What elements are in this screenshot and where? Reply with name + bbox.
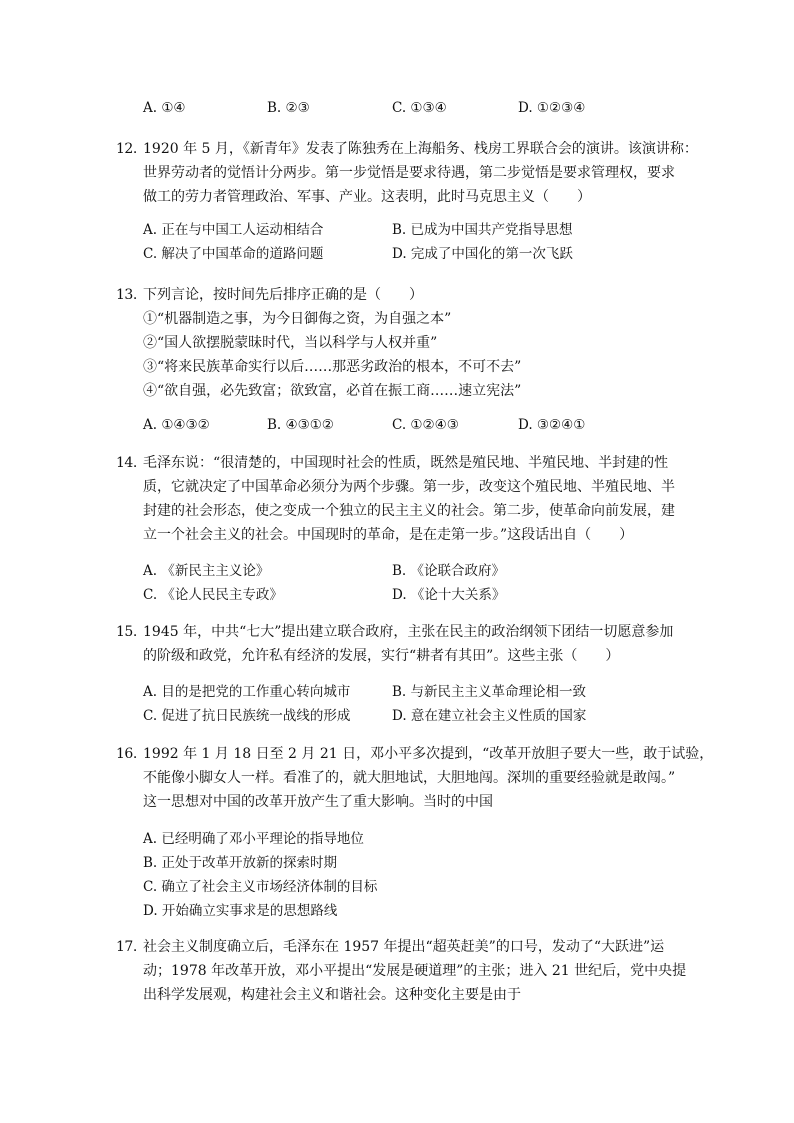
q16-option-c[interactable]: C. 确立了社会主义市场经济体制的目标 (143, 879, 378, 895)
q16-options (143, 827, 703, 923)
q12-options (143, 218, 703, 266)
statement-1: ①“机器制造之事，为今日御侮之资，为自强之本” (143, 311, 452, 327)
stem-line: 下列言论，按时间先后排序正确的是（ ） (143, 287, 423, 303)
stem-line: 1920 年 5 月，《新青年》发表了陈独秀在上海船务、栈房工界联合会的演讲。该演讲称： (143, 141, 698, 157)
q12-option-c[interactable]: C. 解决了中国革命的道路问题 (143, 246, 324, 262)
question-stem (143, 451, 688, 547)
stem-line: 动；1978 年改革开放，邓小平提出“发展是硬道理”的主张；进入 21 世纪后，党中央提 (143, 963, 687, 979)
q15-option-c[interactable]: C. 促进了抗日民族统一战线的形成 (143, 708, 351, 724)
q13-option-d[interactable]: D. ③②④① (518, 417, 586, 433)
question-15 (116, 620, 688, 668)
question-16 (116, 742, 714, 814)
question-number: 17. (116, 939, 137, 955)
stem-line: 出科学发展观，构建社会主义和谐社会。这种变化主要是由于 (143, 987, 521, 1003)
q11-option-d[interactable]: D. ①②③④ (518, 100, 586, 116)
question-number: 14. (116, 455, 137, 471)
stem-line: 这一思想对中国的改革开放产生了重大影响。当时的中国 (143, 794, 493, 810)
stem-line: 封建的社会形态，使之变成一个独立的民主主义的社会。第二步，使革命向前发展，建 (143, 503, 675, 519)
statement-4: ④“欲自强，必先致富；欲致富，必首在振工商……速立宪法” (143, 383, 522, 399)
question-stem (143, 935, 688, 1007)
stem-line: 世界劳动者的觉悟计分两步。第一步觉悟是要求待遇，第二步觉悟是要求管理权，要求 (143, 165, 675, 181)
question-13 (116, 283, 688, 403)
stem-line: 做工的劳力者管理政治、军事、产业。这表明，此时马克思主义（ ） (143, 189, 591, 205)
stem-line: 立一个社会主义的社会。中国现时的革命，是在走第一步。”这段话出自（ ） (143, 527, 634, 543)
q14-option-a[interactable]: A. 《新民主主义论》 (143, 563, 270, 579)
question-stem (143, 283, 688, 403)
q15-option-d[interactable]: D. 意在建立社会主义性质的国家 (392, 708, 587, 724)
q15-options (143, 680, 703, 728)
q14-option-d[interactable]: D. 《论十大关系》 (392, 587, 506, 603)
q14-options (143, 559, 703, 607)
stem-line: 质，它就决定了中国革命必须分为两个步骤。第一步，改变这个殖民地、半殖民地、半 (143, 479, 675, 495)
q12-option-d[interactable]: D. 完成了中国化的第一次飞跃 (392, 246, 573, 262)
q16-option-a[interactable]: A. 已经明确了邓小平理论的指导地位 (143, 831, 364, 847)
q14-option-b[interactable]: B. 《论联合政府》 (392, 563, 506, 579)
stem-line: 不能像小脚女人一样。看准了的，就大胆地试，大胆地闯。深圳的重要经验就是敢闯。” (143, 770, 676, 786)
question-stem (143, 137, 698, 209)
question-12 (116, 137, 698, 209)
q12-option-b[interactable]: B. 已成为中国共产党指导思想 (392, 222, 573, 238)
q13-option-a[interactable]: A. ①④③② (143, 417, 210, 433)
statement-3: ③“将来民族革命实行以后……那恶劣政治的根本，不可不去” (143, 359, 522, 375)
question-14 (116, 451, 688, 547)
q16-option-b[interactable]: B. 正处于改革开放新的探索时期 (143, 855, 338, 871)
q16-option-d[interactable]: D. 开始确立实事求是的思想路线 (143, 903, 338, 919)
q15-option-a[interactable]: A. 目的是把党的工作重心转向城市 (143, 684, 351, 700)
q15-option-b[interactable]: B. 与新民主主义革命理论相一致 (392, 684, 587, 700)
question-17 (116, 935, 688, 1007)
stem-line: 毛泽东说：“很清楚的，中国现时社会的性质，既然是殖民地、半殖民地、半封建的性 (143, 455, 669, 471)
statement-2: ②“国人欲摆脱蒙昧时代，当以科学与人权并重” (143, 335, 438, 351)
q11-option-b[interactable]: B. ②③ (267, 100, 310, 116)
question-stem (143, 742, 714, 814)
q11-option-c[interactable]: C. ①③④ (392, 100, 447, 116)
question-number: 16. (116, 746, 137, 762)
q13-options (143, 413, 703, 437)
q11-option-a[interactable]: A. ①④ (143, 100, 186, 116)
question-number: 13. (116, 287, 137, 303)
q12-option-a[interactable]: A. 正在与中国工人运动相结合 (143, 222, 324, 238)
q13-option-c[interactable]: C. ①②④③ (392, 417, 459, 433)
stem-line: 的阶级和政党，允许私有经济的发展，实行“耕者有其田”。这些主张（ ） (143, 648, 620, 664)
q14-option-c[interactable]: C. 《论人民民主专政》 (143, 587, 283, 603)
question-stem (143, 620, 688, 668)
question-number: 12. (116, 141, 137, 157)
stem-line: 1992 年 1 月 18 日至 2 月 21 日，邓小平多次提到，“改革开放胆子要大一些，敢于试验， (143, 746, 714, 762)
q11-options (143, 96, 703, 120)
q13-option-b[interactable]: B. ④③①② (267, 417, 334, 433)
stem-line: 1945 年，中共“七大”提出建立联合政府，主张在民主的政治纲领下团结一切愿意参加 (143, 624, 674, 640)
stem-line: 社会主义制度确立后，毛泽东在 1957 年提出“超英赶美”的口号，发动了“大跃进”运 (143, 939, 665, 955)
question-number: 15. (116, 624, 137, 640)
